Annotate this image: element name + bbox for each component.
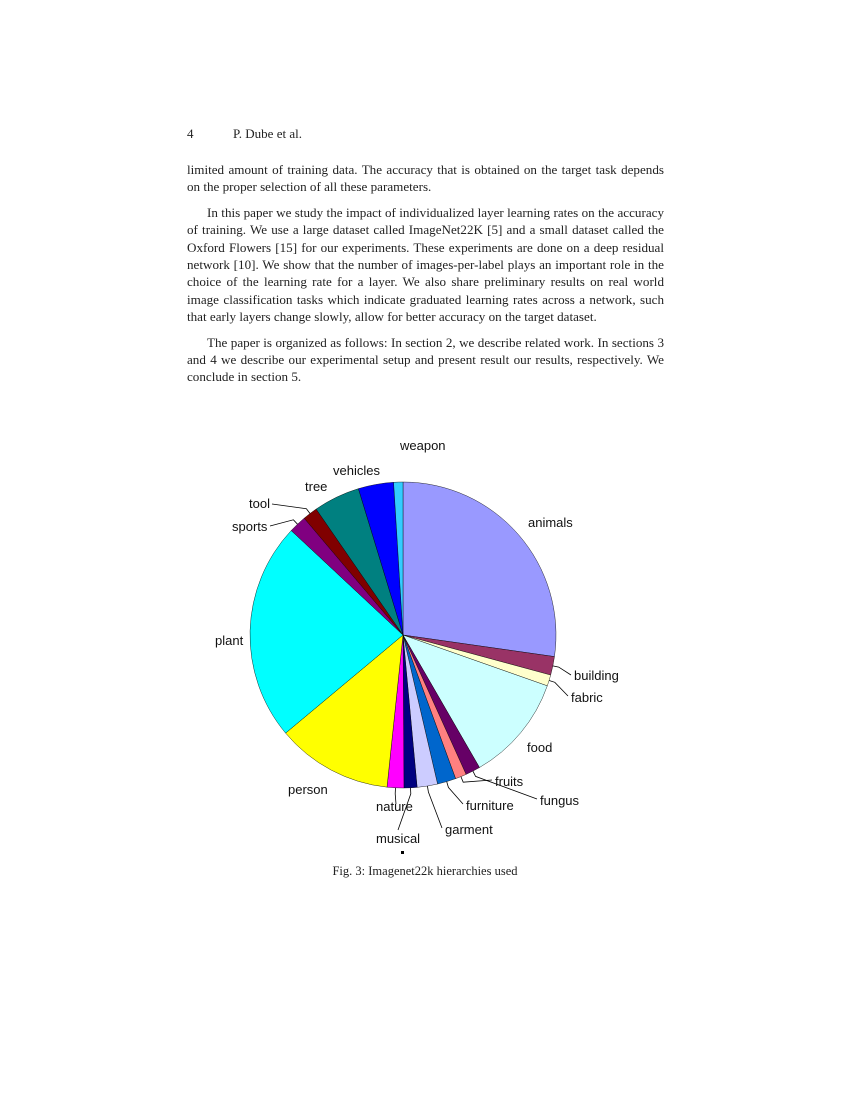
pie-chart <box>0 430 850 870</box>
paragraph: In this paper we study the impact of individualized layer learning rates on the accuracy of training. We use a large dataset called ImageNet22K [5] and a small dataset called the Oxford Flowers [15] for our experiments. These experiments are done on a deep residual network [10]. We show that the number of images-per-label plays an important role in the choice of the learning rate for a layer. We also share preliminary results on real world image classification tasks which indicate graduated learning rates across a network, such that early layers change slowly, allow for better accuracy on the target dataset. <box>187 204 664 325</box>
pie-label-sports: sports <box>232 519 268 534</box>
pie-slice-animals <box>403 482 556 657</box>
pie-label-musical: musical <box>376 831 421 846</box>
figure-3 <box>0 430 850 870</box>
pie-label-fungus: fungus <box>540 793 580 808</box>
body-text <box>187 161 664 394</box>
pie-label-animals: animals <box>528 515 573 530</box>
running-header-authors: P. Dube et al. <box>233 126 302 141</box>
running-header <box>187 126 302 142</box>
pie-label-garment: garment <box>445 822 493 837</box>
pie-label-furniture: furniture <box>466 798 514 813</box>
figure-marker <box>401 851 404 854</box>
leader-line-building <box>553 666 571 675</box>
leader-line-garment <box>427 786 442 828</box>
paragraph: limited amount of training data. The accuracy that is obtained on the target task depends on the proper selection of all these parameters. <box>187 162 664 195</box>
pie-label-tool: tool <box>249 496 270 511</box>
pie-label-vehicles: vehicles <box>333 463 380 478</box>
pie-label-building: building <box>574 668 619 683</box>
paragraph: The paper is organized as follows: In section 2, we describe related work. In sections 3 and 4 we describe our experimental setup and present result our results, respectively. We conclude in section 5. <box>187 334 664 385</box>
page-number: 4 <box>187 126 194 141</box>
leader-line-tool <box>272 504 310 514</box>
pie-label-nature: nature <box>376 799 413 814</box>
leader-line-sports <box>270 520 298 526</box>
leader-line-fruits <box>461 777 492 783</box>
leader-line-furniture <box>447 782 463 804</box>
pie-label-tree: tree <box>305 479 328 494</box>
pie-label-food: food <box>527 740 553 755</box>
leader-line-fabric <box>549 681 568 697</box>
pie-label-fruits: fruits <box>495 774 524 789</box>
pie-label-fabric: fabric <box>571 690 603 705</box>
figure-caption: Fig. 3: Imagenet22k hierarchies used <box>332 864 518 878</box>
pie-label-plant: plant <box>215 633 244 648</box>
pie-label-person: person <box>288 782 328 797</box>
pie-label-weapon: weapon <box>400 438 446 453</box>
